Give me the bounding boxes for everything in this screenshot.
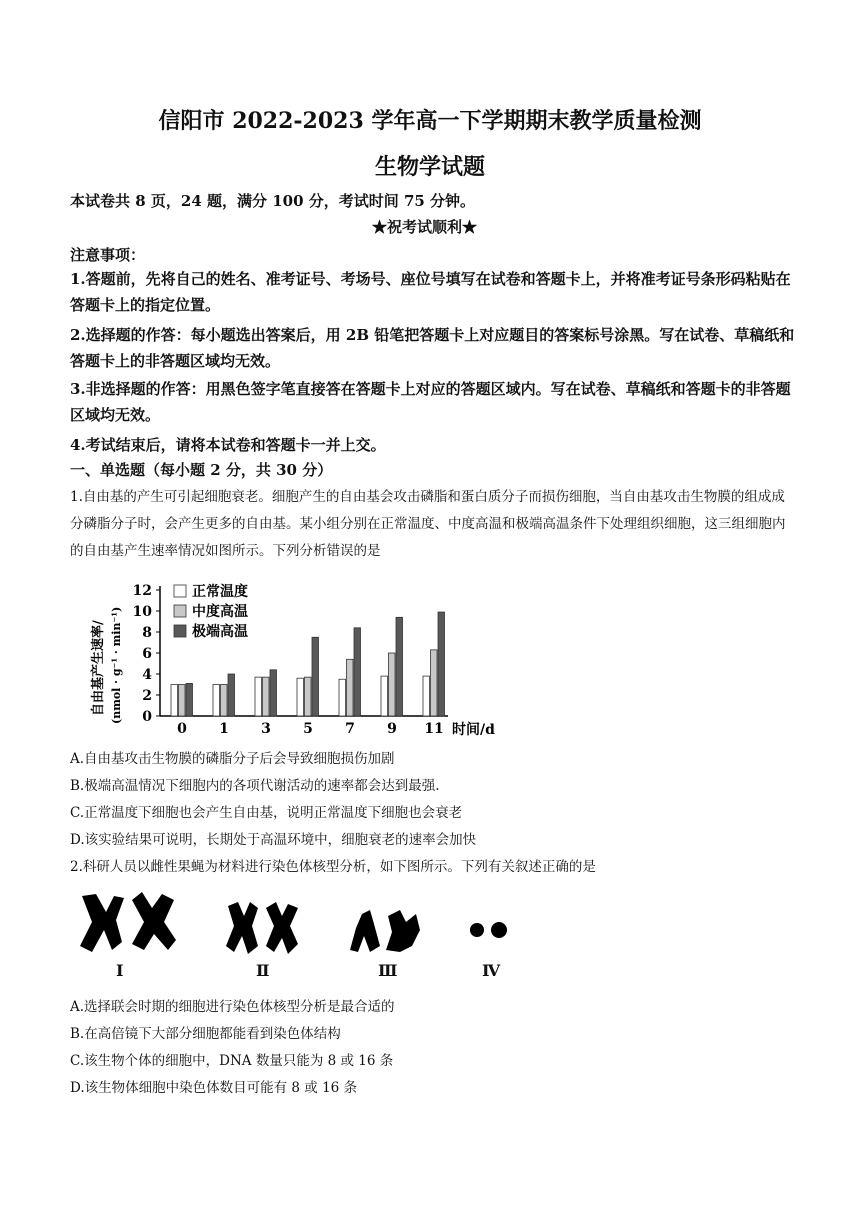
x-tick-label: 3 (261, 721, 271, 737)
q2-stem: 2.科研人员以雌性果蝇为材料进行染色体核型分析，如下图所示。下列有关叙述正确的是 (70, 859, 596, 875)
bar-2-2 (270, 670, 277, 716)
bar-2-6 (438, 612, 445, 716)
legend-label: 极端高温 (192, 624, 248, 640)
note-item-4: 4.考试结束后，请将本试卷和答题卡一并上交。 (70, 436, 386, 454)
q1-stem: 1.自由基的产生可引起细胞衰老。细胞产生的自由基会攻击磷脂和蛋白质分子而损伤细胞，当自由基攻击生物膜的组成成分磷脂分子时，会产生更多的自由基。某小组分别在正常温度、中度高温和极端高温条件下处理组织细胞，这三组细胞内的自由基产生速率情况如图所示。下列分析错误的是 (70, 489, 786, 559)
y-tick-label: 4 (142, 667, 152, 683)
bar-1-0 (179, 685, 186, 717)
exam-title: 信阳市 2022-2023 学年高一下学期期末教学质量检测 (158, 108, 702, 134)
chromosome-label-1: Ⅰ (116, 961, 124, 980)
y-axis-label-line1: 自由基产生速率/ (91, 620, 106, 716)
bar-1-6 (431, 650, 438, 716)
q2-option-d: D.该生物体细胞中染色体数目可能有 8 或 16 条 (70, 1080, 358, 1096)
bar-0-6 (423, 676, 430, 716)
y-axis-label-line2: (nmol · g⁻¹ · min⁻¹) (110, 606, 123, 724)
y-tick-label: 6 (142, 646, 152, 662)
chromosome-pair-3 (348, 906, 422, 956)
bar-2-0 (186, 683, 193, 716)
blessing: ★祝考试顺利★ (372, 218, 478, 236)
bar-0-5 (381, 676, 388, 716)
x-tick-label: 5 (303, 721, 313, 737)
legend-label: 中度高温 (192, 604, 248, 620)
x-tick-label: 1 (219, 721, 229, 737)
bar-0-0 (171, 685, 178, 717)
bar-1-5 (389, 653, 396, 716)
bar-0-3 (297, 678, 304, 716)
y-tick-label: 2 (142, 688, 152, 704)
chromosome-pair-1 (76, 890, 186, 958)
chart-legend (174, 583, 248, 640)
q1-option-b: B.极端高温情况下细胞内的各项代谢活动的速率都会达到最强. (70, 778, 440, 794)
y-tick-label: 10 (132, 604, 152, 620)
x-tick-label: 9 (387, 721, 397, 737)
q1-option-d: D.该实验结果可说明，长期处于高温环境中，细胞衰老的速率会加快 (70, 832, 477, 848)
x-tick-label: 0 (177, 721, 187, 737)
exam-info: 本试卷共 8 页，24 题，满分 100 分，考试时间 75 分钟。 (70, 192, 476, 210)
bar-1-1 (221, 685, 228, 717)
bar-2-4 (354, 628, 361, 716)
note-item-2: 2.选择题的作答：每小题选出答案后，用 2B 铅笔把答题卡上对应题目的答案标号涂黑。写在试卷、草稿纸和答题卡上的非答题区域均无效。 (70, 326, 795, 370)
notes-heading: 注意事项： (70, 246, 146, 264)
q1-option-a: A.自由基攻击生物膜的磷脂分子后会导致细胞损伤加剧 (70, 751, 395, 767)
bar-2-1 (228, 674, 235, 716)
q2-option-c: C.该生物个体的细胞中，DNA 数量只能为 8 或 16 条 (70, 1053, 394, 1069)
y-tick-label: 12 (132, 583, 152, 599)
bar-0-2 (255, 677, 262, 716)
note-item-1: 1.答题前，先将自己的姓名、准考证号、考场号、座位号填写在试卷和答题卡上，并将准考证号条形码粘贴在答题卡上的指定位置。 (70, 270, 791, 314)
chromosome-pair-4 (466, 918, 514, 942)
legend-label: 正常温度 (192, 584, 248, 600)
q1-option-c: C.正常温度下细胞也会产生自由基，说明正常温度下细胞也会衰老 (70, 805, 463, 821)
section-heading: 一、单选题（每小题 2 分，共 30 分） (70, 461, 333, 479)
x-axis-label: 时间/d (452, 722, 495, 738)
chromosome-label-3: Ⅲ (378, 961, 398, 980)
x-tick-label: 11 (424, 721, 444, 737)
y-tick-label: 8 (142, 625, 152, 641)
bar-1-3 (305, 677, 312, 716)
bar-1-4 (347, 659, 354, 716)
free-radical-bar-chart (80, 578, 500, 744)
bar-0-1 (213, 685, 220, 717)
legend-swatch (174, 605, 186, 617)
q2-option-a: A.选择联会时期的细胞进行染色体核型分析是最合适的 (70, 999, 395, 1015)
bar-2-3 (312, 637, 319, 716)
legend-swatch (174, 625, 186, 637)
chromosome-label-2: Ⅱ (256, 961, 270, 980)
y-tick-label: 0 (142, 709, 152, 725)
legend-swatch (174, 585, 186, 597)
bar-2-5 (396, 617, 403, 716)
chromosome-label-4: Ⅳ (482, 961, 501, 980)
exam-subtitle: 生物学试题 (374, 154, 485, 180)
chromosome-pair-2 (224, 900, 304, 956)
bar-0-4 (339, 679, 346, 716)
note-item-3: 3.非选择题的作答：用黑色签字笔直接答在答题卡上对应的答题区域内。写在试卷、草稿纸和答题卡的非答题区域均无效。 (70, 380, 791, 424)
q2-option-b: B.在高倍镜下大部分细胞都能看到染色体结构 (70, 1026, 341, 1042)
x-tick-label: 7 (345, 721, 355, 737)
bar-1-2 (263, 677, 270, 716)
